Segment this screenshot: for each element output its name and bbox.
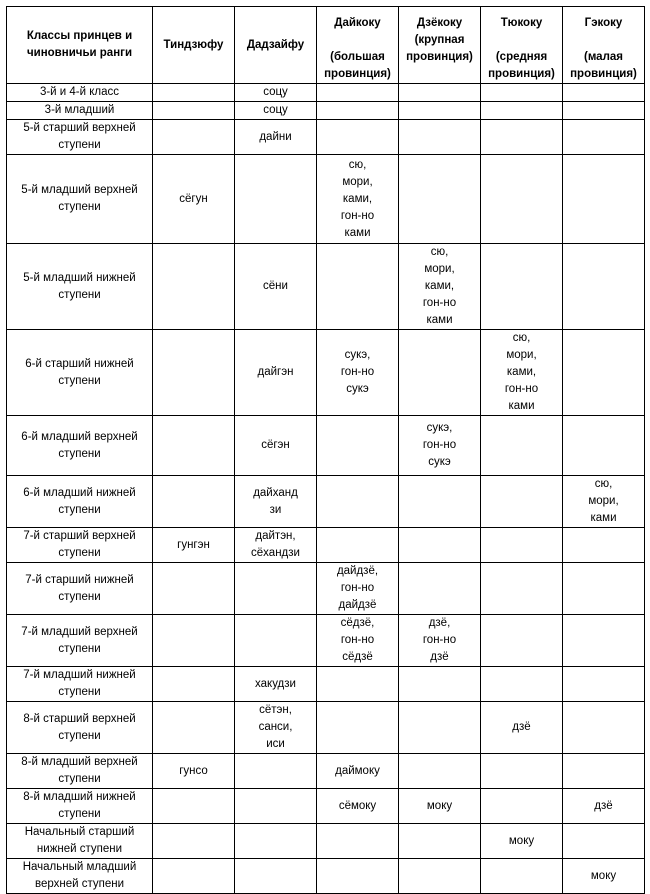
cell-text: сётэн, санси, иси bbox=[258, 704, 293, 750]
cell-text: Начальный младший верхней ступени bbox=[22, 861, 137, 890]
header-daikoku bbox=[317, 7, 399, 84]
cell-text: 5-й младший нижней ступени bbox=[23, 271, 136, 301]
cell-dadzaifu bbox=[235, 754, 317, 789]
cell-dadzaifu bbox=[235, 563, 317, 615]
cell-rank bbox=[7, 155, 153, 244]
cell-tindzyufu bbox=[153, 615, 235, 667]
cell-text: 5-й старший верхней ступени bbox=[23, 122, 136, 151]
cell-gekoku bbox=[563, 416, 645, 476]
cell-tindzyufu bbox=[153, 528, 235, 563]
header-label: Дадзайфу bbox=[246, 38, 305, 51]
cell-daikoku bbox=[317, 416, 399, 476]
cell-dadzaifu bbox=[235, 615, 317, 667]
cell-gekoku bbox=[563, 702, 645, 754]
table-row bbox=[7, 102, 645, 120]
cell-dzyokoku bbox=[399, 615, 481, 667]
cell-tyukoku bbox=[481, 528, 563, 563]
cell-tindzyufu bbox=[153, 824, 235, 859]
cell-tindzyufu bbox=[153, 416, 235, 476]
cell-text: дайгэн bbox=[257, 366, 294, 378]
cell-daikoku bbox=[317, 563, 399, 615]
cell-tyukoku bbox=[481, 120, 563, 155]
cell-tindzyufu bbox=[153, 476, 235, 528]
cell-daikoku bbox=[317, 476, 399, 528]
header-row bbox=[7, 7, 645, 84]
cell-gekoku bbox=[563, 667, 645, 702]
cell-tyukoku bbox=[481, 155, 563, 244]
cell-text: сёгун bbox=[179, 192, 208, 205]
cell-tyukoku bbox=[481, 824, 563, 859]
cell-dadzaifu bbox=[235, 330, 317, 416]
cell-daikoku bbox=[317, 155, 399, 244]
cell-dzyokoku bbox=[399, 84, 481, 102]
cell-dzyokoku bbox=[399, 754, 481, 789]
cell-tindzyufu bbox=[153, 155, 235, 244]
cell-dadzaifu bbox=[235, 120, 317, 155]
table-row bbox=[7, 476, 645, 528]
header-label: Дайкоку (большая провинция) bbox=[324, 17, 391, 80]
cell-rank bbox=[7, 476, 153, 528]
cell-rank bbox=[7, 824, 153, 859]
cell-tyukoku bbox=[481, 702, 563, 754]
cell-dadzaifu bbox=[235, 244, 317, 330]
cell-rank bbox=[7, 330, 153, 416]
cell-text: сёмоку bbox=[338, 799, 377, 812]
cell-gekoku bbox=[563, 824, 645, 859]
cell-dzyokoku bbox=[399, 528, 481, 563]
cell-dadzaifu bbox=[235, 155, 317, 244]
header-tyukoku bbox=[481, 7, 563, 84]
cell-tyukoku bbox=[481, 244, 563, 330]
table-row bbox=[7, 330, 645, 416]
cell-rank bbox=[7, 563, 153, 615]
cell-text: сёни bbox=[263, 280, 288, 292]
cell-dzyokoku bbox=[399, 667, 481, 702]
cell-tyukoku bbox=[481, 102, 563, 120]
cell-text: сёгэн bbox=[261, 439, 290, 451]
cell-text: сю, мори, ками bbox=[588, 478, 619, 524]
cell-gekoku bbox=[563, 120, 645, 155]
table-row bbox=[7, 416, 645, 476]
cell-text: моку bbox=[508, 834, 535, 847]
cell-rank bbox=[7, 789, 153, 824]
table-row bbox=[7, 244, 645, 330]
cell-dzyokoku bbox=[399, 102, 481, 120]
cell-text: 8-й младший верхней ступени bbox=[21, 756, 138, 785]
table-row bbox=[7, 155, 645, 244]
cell-tyukoku bbox=[481, 416, 563, 476]
header-label: Классы принцев и чиновничьи ранги bbox=[26, 30, 133, 59]
cell-rank bbox=[7, 84, 153, 102]
cell-gekoku bbox=[563, 789, 645, 824]
cell-rank bbox=[7, 615, 153, 667]
cell-text: соцу bbox=[263, 104, 288, 116]
table-row bbox=[7, 615, 645, 667]
cell-gekoku bbox=[563, 859, 645, 894]
cell-dzyokoku bbox=[399, 824, 481, 859]
cell-gekoku bbox=[563, 84, 645, 102]
cell-daikoku bbox=[317, 244, 399, 330]
cell-text: дзё bbox=[512, 721, 531, 733]
cell-tyukoku bbox=[481, 754, 563, 789]
cell-text: сукэ, гон-но сукэ bbox=[422, 422, 457, 468]
cell-daikoku bbox=[317, 120, 399, 155]
cell-daikoku bbox=[317, 824, 399, 859]
cell-dadzaifu bbox=[235, 102, 317, 120]
cell-gekoku bbox=[563, 754, 645, 789]
cell-rank bbox=[7, 120, 153, 155]
cell-rank bbox=[7, 244, 153, 330]
cell-text: гунсо bbox=[179, 764, 208, 777]
cell-dzyokoku bbox=[399, 702, 481, 754]
table-row bbox=[7, 120, 645, 155]
cell-tyukoku bbox=[481, 330, 563, 416]
cell-text: 6-й младший верхней ступени bbox=[21, 430, 138, 460]
cell-gekoku bbox=[563, 102, 645, 120]
header-rank-class bbox=[7, 7, 153, 84]
cell-daikoku bbox=[317, 102, 399, 120]
cell-text: 8-й старший верхней ступени bbox=[23, 712, 136, 742]
cell-tindzyufu bbox=[153, 789, 235, 824]
cell-daikoku bbox=[317, 702, 399, 754]
cell-dadzaifu bbox=[235, 84, 317, 102]
cell-daikoku bbox=[317, 84, 399, 102]
header-dzyokoku bbox=[399, 7, 481, 84]
cell-text: 7-й старший верхней ступени bbox=[23, 530, 136, 559]
cell-tindzyufu bbox=[153, 102, 235, 120]
cell-text: 6-й младший нижней ступени bbox=[23, 486, 136, 516]
cell-daikoku bbox=[317, 859, 399, 894]
cell-daikoku bbox=[317, 528, 399, 563]
cell-text: сукэ, гон-но сукэ bbox=[340, 349, 375, 395]
header-tindzyufu bbox=[153, 7, 235, 84]
cell-gekoku bbox=[563, 155, 645, 244]
table-row bbox=[7, 754, 645, 789]
cell-text: 6-й старший нижней ступени bbox=[25, 357, 134, 387]
table-row bbox=[7, 528, 645, 563]
cell-text: моку bbox=[426, 799, 453, 812]
table-row bbox=[7, 667, 645, 702]
cell-rank bbox=[7, 416, 153, 476]
cell-text: 5-й младший верхней ступени bbox=[21, 184, 138, 213]
cell-text: гунгэн bbox=[177, 538, 210, 551]
cell-tindzyufu bbox=[153, 563, 235, 615]
cell-rank bbox=[7, 859, 153, 894]
cell-dadzaifu bbox=[235, 789, 317, 824]
cell-tindzyufu bbox=[153, 667, 235, 702]
cell-text: 8-й младший нижней ступени bbox=[23, 791, 136, 820]
header-dadzaifu bbox=[235, 7, 317, 84]
cell-tyukoku bbox=[481, 84, 563, 102]
header-label: Дзёкоку (крупная провинция) bbox=[406, 17, 473, 63]
cell-tyukoku bbox=[481, 859, 563, 894]
cell-dadzaifu bbox=[235, 702, 317, 754]
cell-daikoku bbox=[317, 789, 399, 824]
cell-gekoku bbox=[563, 563, 645, 615]
cell-tindzyufu bbox=[153, 859, 235, 894]
cell-text: моку bbox=[590, 869, 617, 882]
cell-gekoku bbox=[563, 528, 645, 563]
cell-daikoku bbox=[317, 667, 399, 702]
header-label: Тюкоку (средняя провинция) bbox=[488, 17, 555, 80]
cell-tyukoku bbox=[481, 789, 563, 824]
table-row bbox=[7, 702, 645, 754]
cell-text: 7-й младший нижней ступени bbox=[23, 669, 136, 698]
cell-rank bbox=[7, 528, 153, 563]
cell-tindzyufu bbox=[153, 330, 235, 416]
cell-gekoku bbox=[563, 476, 645, 528]
cell-text: 3-й младший bbox=[44, 104, 115, 116]
cell-dzyokoku bbox=[399, 859, 481, 894]
table-row bbox=[7, 84, 645, 102]
cell-tyukoku bbox=[481, 563, 563, 615]
cell-text: хакудзи bbox=[255, 677, 296, 690]
header-gekoku bbox=[563, 7, 645, 84]
cell-text: дайтэн, сёхандзи bbox=[251, 530, 300, 559]
cell-dzyokoku bbox=[399, 476, 481, 528]
ranks-table-container bbox=[6, 6, 645, 894]
header-label: Гэкоку (малая провинция) bbox=[570, 17, 637, 80]
cell-tyukoku bbox=[481, 615, 563, 667]
table-row bbox=[7, 789, 645, 824]
cell-text: 3-й и 4-й класс bbox=[39, 86, 120, 98]
cell-rank bbox=[7, 702, 153, 754]
cell-text: соцу bbox=[263, 86, 288, 98]
cell-dadzaifu bbox=[235, 416, 317, 476]
cell-gekoku bbox=[563, 330, 645, 416]
cell-daikoku bbox=[317, 330, 399, 416]
cell-rank bbox=[7, 667, 153, 702]
cell-text: 7-й младший верхней ступени bbox=[21, 625, 138, 655]
cell-text: дзё bbox=[594, 799, 613, 812]
cell-dadzaifu bbox=[235, 528, 317, 563]
cell-text: Начальный старший нижней ступени bbox=[24, 826, 135, 855]
cell-text: дзё, гон-но дзё bbox=[422, 617, 457, 663]
cell-tyukoku bbox=[481, 476, 563, 528]
cell-dadzaifu bbox=[235, 476, 317, 528]
cell-text: дайханд зи bbox=[253, 486, 298, 516]
cell-dzyokoku bbox=[399, 416, 481, 476]
cell-daikoku bbox=[317, 615, 399, 667]
cell-dzyokoku bbox=[399, 120, 481, 155]
cell-dzyokoku bbox=[399, 330, 481, 416]
cell-dzyokoku bbox=[399, 563, 481, 615]
table-row bbox=[7, 563, 645, 615]
cell-tindzyufu bbox=[153, 120, 235, 155]
cell-text: дайдзё, гон-но дайдзё bbox=[336, 565, 379, 611]
table-row bbox=[7, 859, 645, 894]
cell-gekoku bbox=[563, 244, 645, 330]
cell-tyukoku bbox=[481, 667, 563, 702]
cell-dadzaifu bbox=[235, 824, 317, 859]
cell-dzyokoku bbox=[399, 789, 481, 824]
cell-daikoku bbox=[317, 754, 399, 789]
header-label: Тиндзюфу bbox=[163, 38, 224, 51]
cell-text: сёдзё, гон-но сёдзё bbox=[340, 617, 375, 663]
cell-rank bbox=[7, 754, 153, 789]
cell-gekoku bbox=[563, 615, 645, 667]
cell-text: сю, мори, ками, гон-но ками bbox=[504, 332, 539, 412]
cell-tindzyufu bbox=[153, 84, 235, 102]
cell-dadzaifu bbox=[235, 859, 317, 894]
cell-tindzyufu bbox=[153, 244, 235, 330]
cell-text: дайни bbox=[259, 130, 292, 143]
table-row bbox=[7, 824, 645, 859]
cell-text: сю, мори, ками, гон-но ками bbox=[340, 158, 375, 239]
cell-text: даймоку bbox=[335, 764, 380, 777]
cell-tindzyufu bbox=[153, 754, 235, 789]
cell-rank bbox=[7, 102, 153, 120]
cell-text: сю, мори, ками, гон-но ками bbox=[422, 246, 457, 326]
cell-tindzyufu bbox=[153, 702, 235, 754]
cell-text: 7-й старший нижней ступени bbox=[25, 573, 134, 603]
ranks-table bbox=[6, 6, 645, 894]
cell-dadzaifu bbox=[235, 667, 317, 702]
cell-dzyokoku bbox=[399, 244, 481, 330]
cell-dzyokoku bbox=[399, 155, 481, 244]
